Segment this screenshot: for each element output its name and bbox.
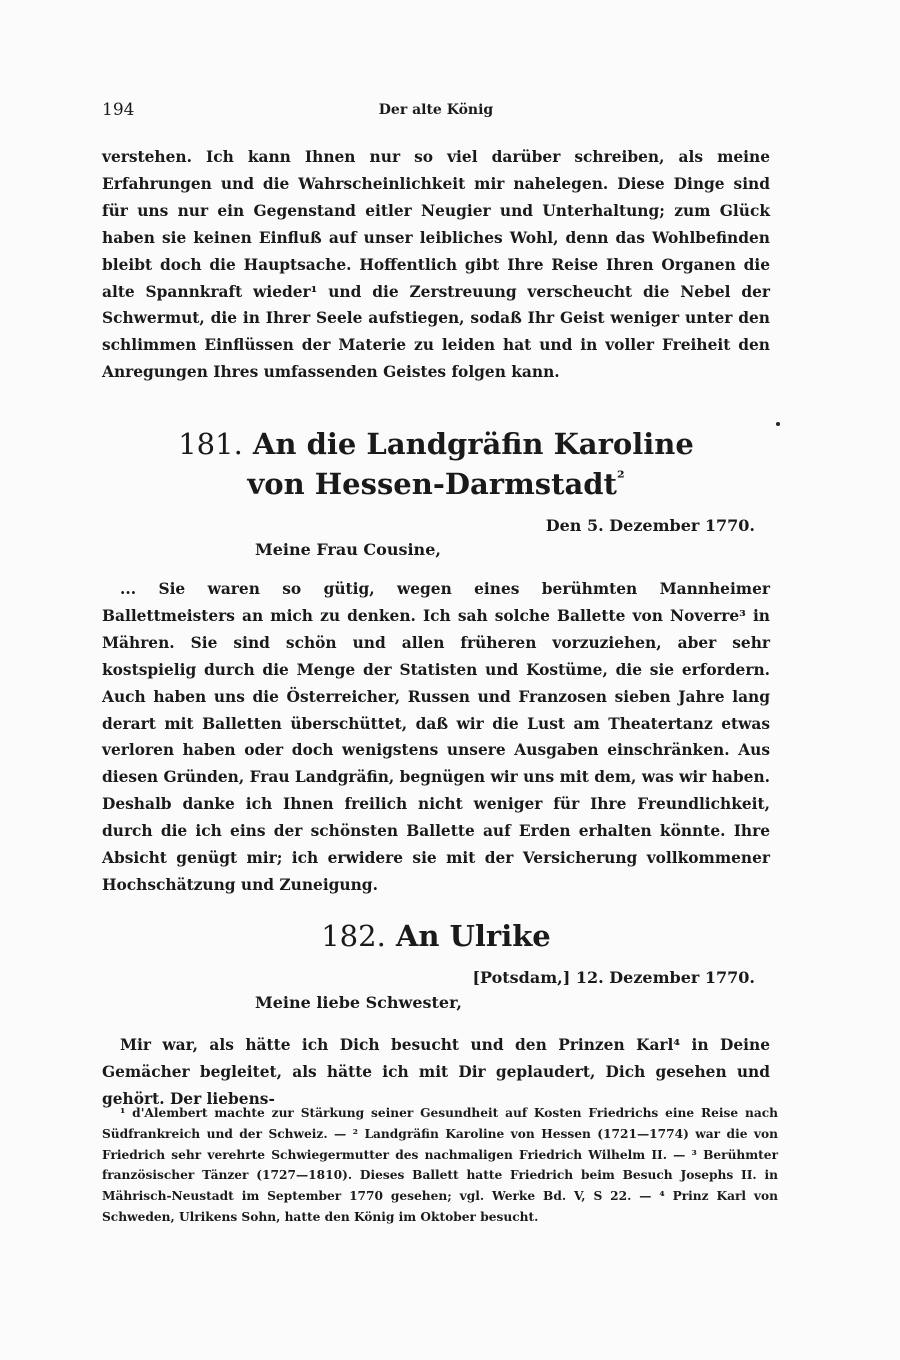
footnotes-text: ¹ d'Alembert machte zur Stärkung seiner Gesundheit auf Kosten Friedrichs eine Reise nach Südfrankreich und der Schweiz. — ² Landgräfin Karoline von Hessen (1721—1774) war die von Friedrich sehr verehrte Schwiegermutter des nachmaligen Friedrich Wilhelm II. — ³ Berühmter französischer Tänzer (1727—1810). Dieses Ballett hatte Friedrich beim Besuch Josephs II. in Mährisch-Neustadt im September 1770 gesehen; vgl. Werke Bd. V, S 22. — ⁴ Prinz Karl von Schweden, Ulrikens Sohn, hatte den König im Oktober besucht. xyxy=(102,1106,778,1224)
letter-182-number: 182. xyxy=(321,919,386,953)
letter-181-title-footnote-mark: ² xyxy=(616,468,625,489)
letter-182-body-block xyxy=(102,1032,770,1113)
footnotes xyxy=(102,1103,778,1228)
letter-181-heading-line2 xyxy=(102,464,770,504)
letter-181-heading xyxy=(102,424,770,504)
intro-paragraph-block xyxy=(102,144,770,386)
running-title: Der alte König xyxy=(378,102,494,118)
letter-182-heading xyxy=(102,916,770,956)
letter-181-body-block xyxy=(102,576,770,899)
letter-181-salutation: Meine Frau Cousine, xyxy=(255,540,441,559)
ink-speck xyxy=(776,422,780,426)
letter-181-date: Den 5. Dezember 1770. xyxy=(545,516,755,535)
letter-182-body: Mir war, als hätte ich Dich besucht und den Prinzen Karl⁴ in Deine Gemächer begleitet, als hätte ich mit Dir geplaudert, Dich gesehen und gehört. Der liebens- xyxy=(102,1036,770,1108)
letter-181-title-line1: An die Landgräfin Karoline xyxy=(252,427,694,461)
letter-182-salutation: Meine liebe Schwester, xyxy=(255,993,462,1012)
letter-181-body: ... Sie waren so gütig, wegen eines berühmten Mannheimer Ballettmeisters an mich zu denken. Ich sah solche Ballette von Noverre³ in Mähren. Sie sind schön und allen früheren vorzuziehen, aber sehr kostspielig durch die Menge der Statisten und Kostüme, die sie erfordern. Auch haben uns die Österreicher, Russen und Franzosen sieben Jahre lang derart mit Balletten überschüttet, daß wir die Lust am Theatertanz etwas verloren haben oder doch wenigstens unsere Ausgaben einschränken. Aus diesen Gründen, Frau Landgräfin, begnügen wir uns mit dem, was wir haben. Deshalb danke ich Ihnen freilich nicht weniger für Ihre Freundlichkeit, durch die ich eins der schönsten Ballette auf Erden erhalten könnte. Ihre Absicht genügt mir; ich erwidere sie mit der Versicherung vollkommener Hochschätzung und Zuneigung. xyxy=(102,580,770,894)
letter-182-title: An Ulrike xyxy=(395,919,551,953)
letter-182-date: [Potsdam,] 12. Dezember 1770. xyxy=(472,968,755,987)
letter-181-heading-line1 xyxy=(102,424,770,464)
letter-181-number: 181. xyxy=(178,427,243,461)
running-head xyxy=(102,100,770,126)
intro-paragraph: verstehen. Ich kann Ihnen nur so viel darüber schreiben, als meine Erfahrungen und die Wahrscheinlichkeit mir nahelegen. Diese Dinge sind für uns nur ein Gegenstand eitler Neugier und Unterhaltung; zum Glück haben sie keinen Einfluß auf unser leibliches Wohl, denn das Wohlbefinden bleibt doch die Hauptsache. Hoffentlich gibt Ihre Reise Ihren Organen die alte Spannkraft wieder¹ und die Zerstreuung verscheucht die Nebel der Schwermut, die in Ihrer Seele aufstiegen, sodaß Ihr Geist weniger unter den schlimmen Einflüssen der Materie zu leiden hat und in voller Freiheit den Anregungen Ihres umfassenden Geistes folgen kann. xyxy=(102,148,770,382)
letter-181-title-line2: von Hessen-Darmstadt xyxy=(247,467,617,501)
page-number: 194 xyxy=(102,100,135,120)
